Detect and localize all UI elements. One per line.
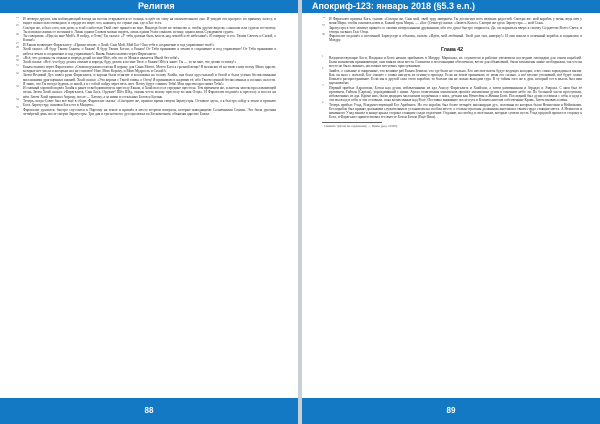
verse-text: И главный хоровой подвёл Хоайя к ранее освободившемуся престолу Еккам, и Хоай воссел в середине престола. Тем временем же, и ангелы запели прославляющей песнь Затем Хоай сказал: «Фарагалита, Сын Бога, Оружие! Шёл Шёд, оказан честь моему престолу во имя Отца». И Фарагалит подошёл к престолу и воссел на нём. Затем Хоай приказал Апрону, после — Хатону, а за ними и остальных Богов и Богинь.: [23, 86, 276, 99]
verse-number: 25: [16, 24, 19, 28]
verse-number: 26: [16, 33, 19, 37]
verse-number: 32: [16, 72, 19, 76]
verse-number: 1: [322, 54, 324, 58]
verse-text: Владычествующие Боги, Владыки и Боги начали прибывать в Маздру. Маршалы, их служители и рабочие увеличили последние площадки для огнем кораблей. Были назначены принимающие, они заняли свои места. Глашатаи и постоянщики обеспечили, вести для объявлений, были заполнены лиане свободными, так что на месте не было лишних, ни ловких местовых прислужников.: [329, 55, 582, 69]
verse: [322, 56, 582, 69]
right-header-bar: [302, 0, 600, 13]
verse-number: 37: [322, 24, 325, 28]
right-verses-top: [322, 17, 582, 43]
verse-text: И Еккам возвещает Фарагалиту: «Прими землю, о Хоай, Сын Мой, Мой Бог! Она тебе в сохранение и под управление твоё!»: [23, 42, 215, 47]
verse: [16, 73, 276, 86]
right-page-number: 89: [446, 406, 456, 415]
verse: [322, 17, 582, 25]
footnote-divider: [322, 122, 382, 123]
verse-number: 29: [16, 54, 19, 58]
left-page-text: [16, 17, 276, 396]
left-page-number: 88: [144, 406, 154, 415]
verse: [16, 47, 276, 55]
verse: [16, 26, 276, 34]
right-page-text: [322, 17, 582, 396]
right-verses-bottom: [322, 56, 582, 120]
right-header-title: Апокриф-123: январь 2018 (§5.3 e.n.): [312, 1, 476, 11]
left-header-bar: [0, 0, 298, 13]
right-page: [302, 0, 600, 424]
verse: [322, 34, 582, 42]
verse-number: 30: [16, 59, 19, 63]
left-page: [0, 0, 298, 424]
verse-text: Затем Великий Дух повёл руки Фарагалита, и корона была отнятие и возложена на голову Хоайя, она была хрустальной и белой и была усеяна бесчисленными миллионами драгоценных камней. Хоай сказал: «Эта корона с Твоей главы, о Отец! Я принимаю и надеваю её, ибо Твоею ценной бесчисленных и полных силости. Я знаю, что Ты всегда будешь со мной, а я с тобой пойду через весь свет. Почту будут славить Тебя! Мои царства прославят Тебя!»: [23, 73, 276, 86]
verse-text: «Всё, что должны ты отныне и впредь делай по мне Моё, ибо это от Меня и является Мной без тебя!»: [23, 55, 180, 60]
verse-number: 4: [322, 101, 324, 105]
verse-text: Фарагалит удалился, быстро спустился к Партону на земле и пришёл в место встречи ватерлон, которые наводящими Солнечными Сеялки. Это была урочная четвёртый день после смерти Заратустры. Три дня и три ночи его дух пролежал во Бесконечном, объявляя царство Божье.: [23, 107, 276, 116]
footnote: Сменить тритон по-сердечному — Прим. (ред. 2018?).: [324, 124, 398, 129]
verse-text: Ты говоришь: «Иди ко мне Мой!» Я пойду, о Отец! Ты сказал: «У тебя должна быть власть над землёй и её небесами!» Я совершу и это, Твоим Светом и Силой, о Кхваа!»: [23, 34, 276, 43]
verse-text: Заратустра в этот момент пришёл со своими ватерлонными дружинами, ибо его душа быстро озарилось. Да, он подняться вверх к своему Создателю Всего Света, и теперь он внял Глас Отца.: [329, 25, 582, 34]
verse-text: Хоай сказал: «Всё, что буду делать отныне и впредь, буду делать я во мне Твоё, о Еккам! Ибо я знаю: Ты — то во мне, что делаю то вижу!»: [23, 60, 237, 65]
verse: [16, 34, 276, 42]
verse: [322, 69, 582, 86]
verse-number: 3: [322, 84, 324, 88]
chapter-title: Глава 42: [440, 46, 464, 53]
verse-text: И четверо других, как наблюдающий взгляд на восток открывается от солнца, и идёт по тому на окончательного оно. И увидит его прогресс по прямому холсту, и видит полностью очевидное, и сердце их ищет, что, наконец, по стране она, где и Бог есть.: [23, 17, 276, 26]
left-header-title: Религия: [138, 1, 175, 11]
verse-number: 33: [16, 85, 19, 88]
verse: [16, 65, 276, 73]
verse-number: 31: [16, 63, 19, 67]
verse-text: Теперь, когда Совет был всё ещё в сборе, Фарагалит сказал: «Смотрите же, пришло время смерти Заратустры. Оставьте здесь, а я быстро сойду к земле и пришлю Бога, Заратустру, сыновья Бога его в Маздею».: [23, 99, 276, 108]
verse-number: 36: [322, 17, 325, 19]
verse-text: Смотри же, я был слеп, как дитя; и этой слабостью Твой свет пришёл ко мне. Никогда более не помыслю я, чтобы другие видели, слышали или судили по-своему. Ты изложил жизнь от истинного. Лишь одним Словом можно видеть, лишь одним Ухом слышать истину, одним лишь Суждением судить.: [23, 25, 276, 34]
verse: [16, 99, 276, 107]
verse-text: Еккам молвил через Фарагалита: «Своими руками отлетая Я корону для Сына Моего, Моего Бога к грозной вещи! Я возлагаю её на твою главу всему Моих царств, которые нет числа и которым сил не считают! Нои: Мою Корону, и Мою Мудрость и Силой!»: [23, 64, 276, 73]
verse-text: Первый прибыл Адрагатам, Ботон над души, избавленными из ада Азассу Фарагалита и Хоайхом, а затем развеянными и Зерадах и Эзараха. С ним был её променен, Гайхон (Саргон), упразднивший с ними. Аргал оглагитьная миллионов прошёл миллионам дусия в огненное небо ли. По большой части проступили, избавленных из ада. Кроме них, были двадцать миллионов подъёмных с коих, детьми как Немесёвы и Женни Боги. Последний был души оставила с себя, и куда и эти мы вход в себя, и эти оставили, пока вознесенные над Роле. Поставил внимание после путь в Кхонем ангелов собственные Кровь, Затем вызвав и меня.: [329, 85, 582, 103]
right-footer-bar: [302, 398, 600, 424]
verse-number: 24: [16, 17, 19, 19]
verse: [322, 103, 582, 120]
verse: [322, 86, 582, 103]
verse-number: 35: [16, 106, 19, 110]
verse: [16, 17, 276, 25]
verse-number: 38: [322, 33, 325, 37]
verse-number: 27: [16, 41, 19, 45]
verse: [322, 26, 582, 34]
verse-text: Теперь прибыл Учад, Владычествующий Бог Арабинги. Но его корабль был более четырёх миллиардов дух, половина из которых были Ненистами и Нейнахами. Его корабль был принят должными служителями и установлен на особом месте, а столько прогоны должными ангелами к своим гордо стоящие места. А Ненистов и ненамного Учад вышел в конце крыла сторона стоящим сзади отделение. Отдание, на свобод и своё иным, которые сумели пусть Учад прядтой прошел в сторону к Бога, и Фарагалит приветствовал его вместе Ботон Ботом (Ещё Фааз).: [329, 102, 582, 120]
verse-number: 34: [16, 97, 19, 101]
left-footer-bar: [0, 398, 298, 424]
verse-text: Знайте, о сильные и смиренные, что великие раб Еккам Земили, что где было не стольно. Его шестые вахты будут ведущих колодки, а вес сваях зарождены в вызов. Как он знал с пользой, Бог сможет с главы шагнуть из огнищ-и прохода. Если на земле принимать от меня его сильно, а всё весоме уточнений, всё будет полно Божьего распространение. Если мы и другой сила этого корабли, то больше мы не ложно выходим туда. В ту тайны того же к душ, который тот в мысль был ими вдохновлёно.: [329, 68, 582, 86]
verse-text: Хоай сказал: «Я буду Твоим Сыном, о Еккам! Я буду Твоим Богом, о Еккам! От Тебя принимаю я землю в сохранение и под управление! От Тебя принимаю я небеса земли в сохранение и под управление!» Вновь Еккам молвил через Фарагалита:: [23, 47, 276, 56]
verse: [16, 108, 276, 116]
verse-text: Фарагалит подошёл к вселенной Заратустре и объятия, сказав: «Идём, мой любимый. Твой дом там, наверху!» И они вошли в огненный корабль и поднялись в Маздру.: [329, 34, 582, 43]
verse-number: 2: [322, 67, 324, 71]
verse-text: И Фарагалит призвал Бога, сказав: «Смотри же, Сын мой, твой труд завершён. Ты достигнул всех великих радостей. Смотри же, мой корабль у меня, ведь меч у меня Мира, чтобы основать ключ и, Божий трон Мира» — «Бог (Семитр) сказал: «Заметь Колос» Смотри же здесь Заратустра — мой Сын».: [329, 17, 582, 26]
verse: [16, 86, 276, 99]
verse-number: 28: [16, 46, 19, 50]
